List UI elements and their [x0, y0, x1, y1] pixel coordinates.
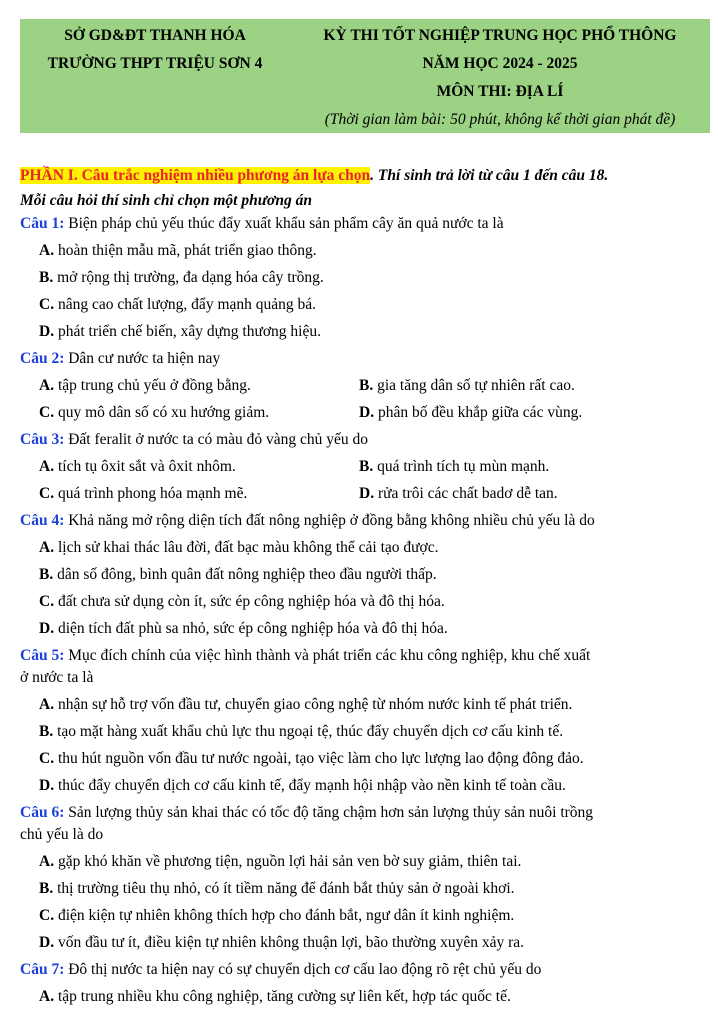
- question-2: Câu 2: Dân cư nước ta hiện nay: [20, 350, 221, 367]
- option-3d: D. rửa trôi các chất badơ dễ tan.: [359, 485, 558, 502]
- option-4b: B. dân số đông, bình quân đất nông nghiệp theo đầu người thấp.: [39, 566, 437, 583]
- option-6a: A. gặp khó khăn về phương tiện, nguồn lợi hải sản ven bờ suy giảm, thiên tai.: [39, 853, 522, 870]
- option-4a: A. lịch sử khai thác lâu đời, đất bạc màu không thể cải tạo được.: [39, 539, 439, 556]
- option-2d: D. phân bố đều khắp giữa các vùng.: [359, 404, 583, 421]
- option-6c: C. điện kiện tự nhiên không thích hợp cho đánh bắt, ngư dân ít kinh nghiệm.: [39, 907, 515, 924]
- option-6b: B. thị trường tiêu thụ nhỏ, có ít tiềm năng để đánh bắt thủy sản ở ngoài khơi.: [39, 880, 515, 897]
- option-1c: C. nâng cao chất lượng, đẩy mạnh quảng bá.: [39, 296, 317, 313]
- option-3a: A. tích tụ ôxit sắt và ôxit nhôm.: [39, 458, 236, 475]
- question-4: Câu 4: Khả năng mở rộng diện tích đất nông nghiệp ở đồng bằng không nhiều chủ yếu là do: [20, 512, 595, 529]
- exam-title: KỲ THI TỐT NGHIỆP TRUNG HỌC PHỔ THÔNG: [323, 27, 677, 44]
- time-note: (Thời gian làm bài: 50 phút, không kể thời gian phát đề): [324, 111, 676, 128]
- school-info: [20, 19, 290, 133]
- option-3c: C. quá trình phong hóa mạnh mẽ.: [39, 485, 248, 502]
- part-instruction-2: Mỗi câu hỏi thí sinh chỉ chọn một phương án: [20, 192, 312, 209]
- department-name: SỞ GD&ĐT THANH HÓA: [64, 27, 246, 44]
- option-2b: B. gia tăng dân số tự nhiên rất cao.: [359, 377, 575, 394]
- question-5: Câu 5: Mục đích chính của việc hình thành và phát triển các khu công nghiệp, khu chế xuất ở nước ta là: [20, 647, 591, 686]
- option-4c: C. đất chưa sử dụng còn ít, sức ép công nghiệp hóa và đô thị hóa.: [39, 593, 445, 610]
- school-name: TRƯỜNG THPT TRIỆU SƠN 4: [47, 55, 263, 72]
- option-5a: A. nhận sự hỗ trợ vốn đầu tư, chuyển giao công nghệ từ nhóm nước kinh tế phát triển.: [39, 696, 573, 713]
- option-3b: B. quá trình tích tụ mùn mạnh.: [359, 458, 550, 475]
- option-2c: C. quy mô dân số có xu hướng giảm.: [39, 404, 270, 421]
- option-1b: B. mở rộng thị trường, đa dạng hóa cây trồng.: [39, 269, 324, 286]
- option-1a: A. hoàn thiện mẫu mã, phát triển giao thông.: [39, 242, 317, 259]
- question-1: Câu 1: Biện pháp chủ yếu thúc đẩy xuất khẩu sản phẩm cây ăn quả nước ta là: [20, 215, 504, 232]
- part-title: PHẦN I. Câu trắc nghiệm nhiều phương án lựa chọn: [20, 167, 371, 184]
- exam-info: [290, 19, 710, 133]
- school-year: NĂM HỌC 2024 - 2025: [422, 55, 578, 72]
- part-instruction: . Thí sinh trả lời từ câu 1 đến câu 18.: [370, 167, 609, 184]
- option-6d: D. vốn đầu tư ít, điều kiện tự nhiên không thuận lợi, bão thường xuyên xảy ra.: [39, 934, 524, 951]
- part-heading: [20, 163, 700, 213]
- option-4d: D. diện tích đất phù sa nhỏ, sức ép công nghiệp hóa và đô thị hóa.: [39, 620, 448, 637]
- question-3: Câu 3: Đất feralit ở nước ta có màu đỏ vàng chủ yếu do: [20, 431, 369, 448]
- option-7a: A. tập trung nhiều khu công nghiệp, tăng cường sự liên kết, hợp tác quốc tế.: [39, 988, 511, 1005]
- option-5d: D. thúc đẩy chuyển dịch cơ cấu kinh tế, đẩy mạnh hội nhập vào nền kinh tế toàn cầu.: [39, 777, 566, 794]
- option-5c: C. thu hút nguồn vốn đầu tư nước ngoài, tạo việc làm cho lực lượng lao động đông đảo.: [39, 750, 584, 767]
- exam-header: [20, 19, 710, 133]
- question-7: Câu 7: Đô thị nước ta hiện nay có sự chuyển dịch cơ cấu lao động rõ rệt chủ yếu do: [20, 961, 542, 978]
- question-6: Câu 6: Sản lượng thủy sản khai thác có tốc độ tăng chậm hơn sản lượng thủy sản nuôi trồng chủ yếu là do: [20, 804, 594, 843]
- option-1d: D. phát triển chế biến, xây dựng thương hiệu.: [39, 323, 321, 340]
- subject: MÔN THI: ĐỊA LÍ: [436, 83, 564, 100]
- option-5b: B. tạo mặt hàng xuất khẩu chủ lực thu ngoại tệ, thúc đẩy chuyển dịch cơ cấu kinh tế.: [39, 723, 564, 740]
- option-2a: A. tập trung chủ yếu ở đồng bằng.: [39, 377, 251, 394]
